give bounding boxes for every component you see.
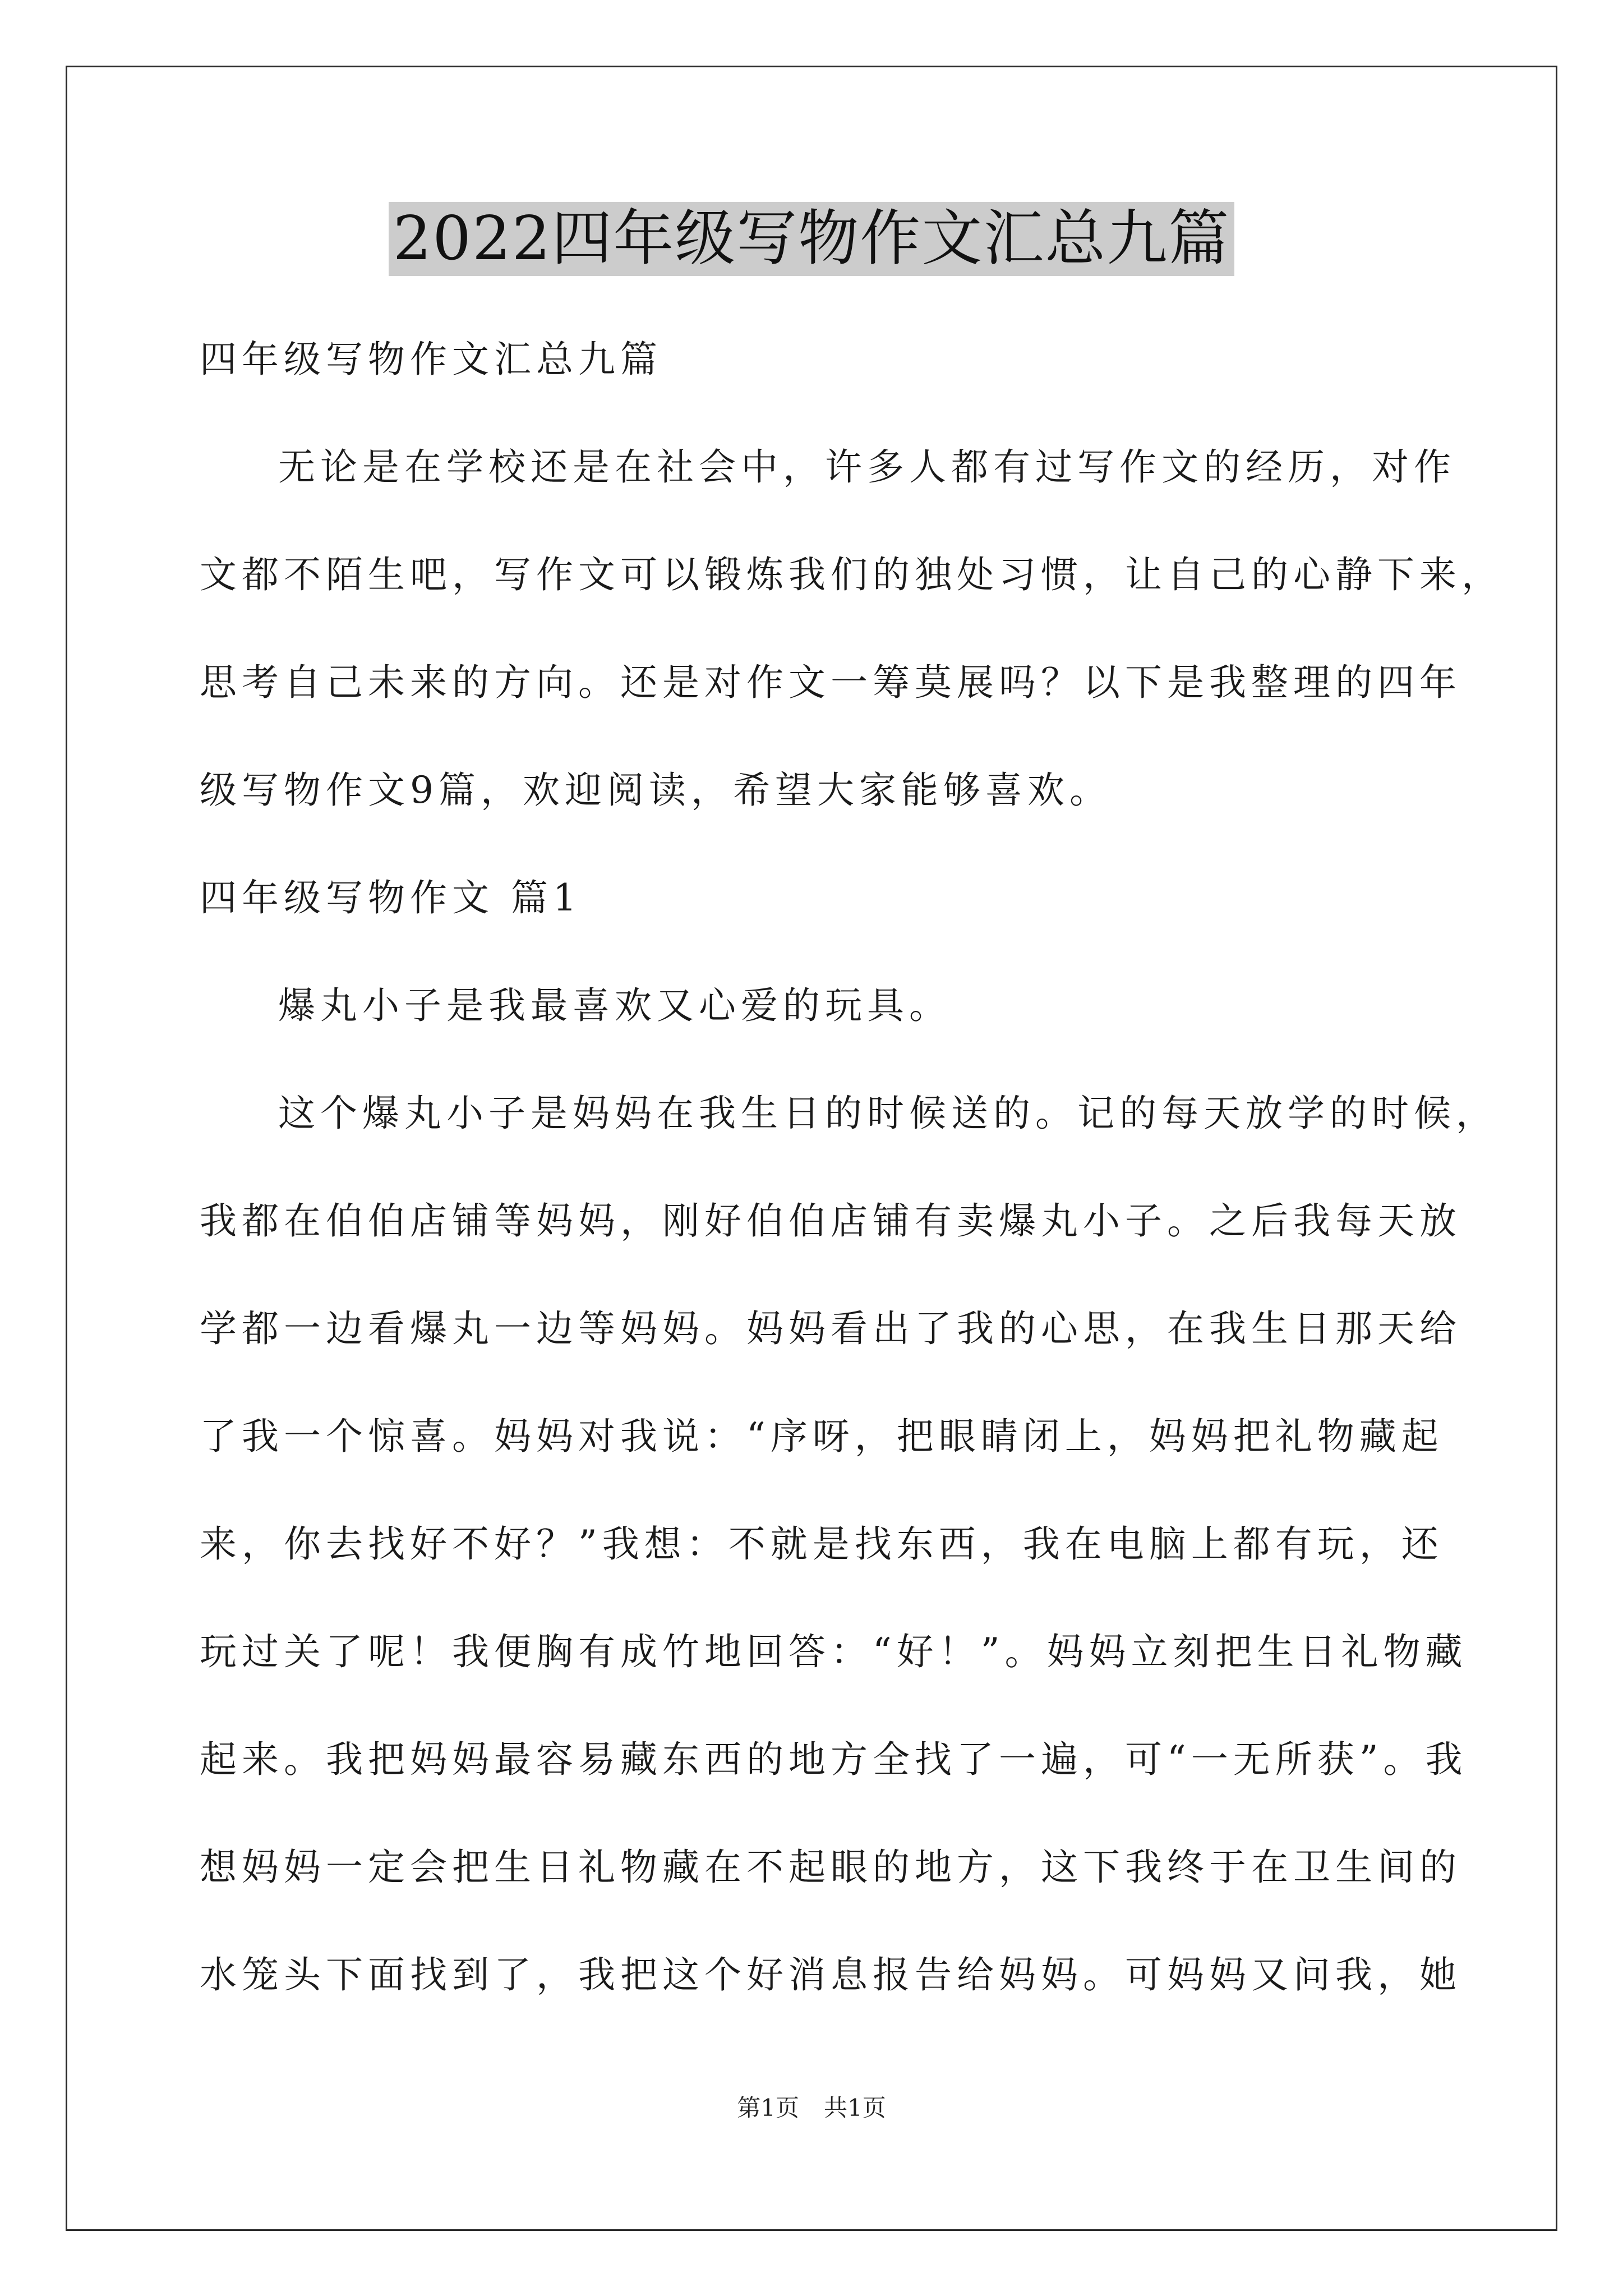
page-total: 共1页 xyxy=(824,2094,886,2122)
text-line: 级写物作文9篇，欢迎阅读，希望大家能够喜欢。 xyxy=(200,769,1112,812)
text-line: 四年级写物作文 篇1 xyxy=(200,876,582,919)
document-title: 2022四年级写物作文汇总九篇 xyxy=(389,202,1235,276)
text-line: 玩过关了呢！我便胸有成竹地回答：“好！”。妈妈立刻把生日礼物藏 xyxy=(200,1630,1468,1673)
text-line: 思考自己未来的方向。还是对作文一筹莫展吗？以下是我整理的四年 xyxy=(200,661,1461,704)
text-line: 水笼头下面找到了，我把这个好消息报告给妈妈。可妈妈又问我，她 xyxy=(200,1953,1461,1996)
text-line: 学都一边看爆丸一边等妈妈。妈妈看出了我的心思，在我生日那天给 xyxy=(200,1307,1461,1350)
page-number: 第1页 xyxy=(737,2094,799,2122)
title-container xyxy=(0,202,1623,276)
page-footer xyxy=(0,2091,1623,2125)
text-line: 了我一个惊喜。妈妈对我说：“序呀，把眼睛闭上，妈妈把礼物藏起 xyxy=(200,1415,1444,1458)
text-line: 文都不陌生吧，写作文可以锻炼我们的独处习惯，让自己的心静下来， xyxy=(200,553,1504,596)
text-line: 我都在伯伯店铺等妈妈，刚好伯伯店铺有卖爆丸小子。之后我每天放 xyxy=(200,1199,1461,1243)
text-line: 爆丸小子是我最喜欢又心爱的玩具。 xyxy=(278,984,951,1027)
document-body xyxy=(200,306,1504,2029)
text-line: 四年级写物作文汇总九篇 xyxy=(200,338,662,381)
text-line: 起来。我把妈妈最容易藏东西的地方全找了一遍，可“一无所获”。我 xyxy=(200,1738,1468,1781)
text-line: 来，你去找好不好？”我想：不就是找东西，我在电脑上都有玩，还 xyxy=(200,1522,1444,1566)
text-line: 无论是在学校还是在社会中，许多人都有过写作文的经历，对作 xyxy=(278,445,1456,489)
text-line: 想妈妈一定会把生日礼物藏在不起眼的地方，这下我终于在卫生间的 xyxy=(200,1846,1461,1889)
text-line: 这个爆丸小子是妈妈在我生日的时候送的。记的每天放学的时候， xyxy=(278,1092,1498,1135)
